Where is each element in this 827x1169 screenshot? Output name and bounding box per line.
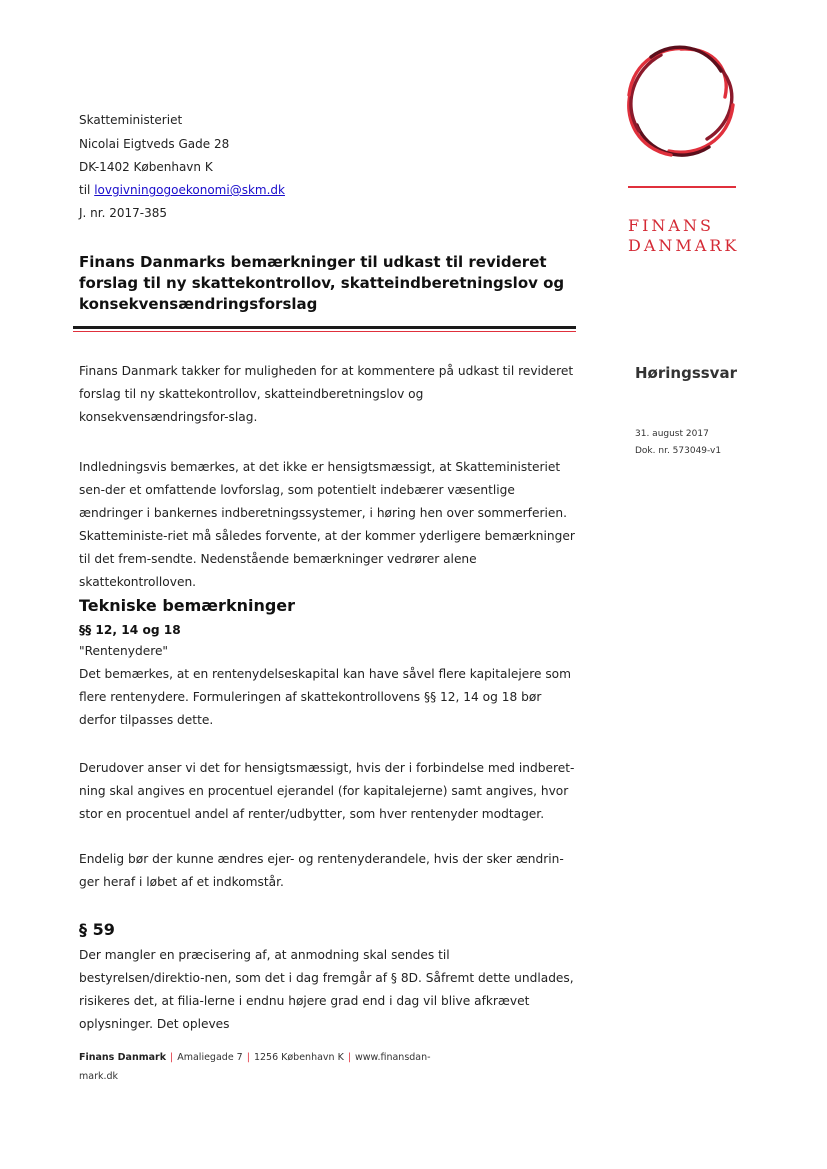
footer-city: 1256 København K — [253, 1052, 344, 1063]
technical-paragraph-3: Endelig bør der kunne ændres ejer- og rentenyderandele, hvis der sker ændrin-ger heraf i løbet af et indkomstår. — [79, 852, 564, 889]
footer-separator: | — [347, 1052, 352, 1063]
page-footer — [79, 1048, 459, 1086]
title-divider-accent — [73, 331, 576, 332]
brand-name-line2: DANMARK — [628, 236, 740, 255]
finans-danmark-logo-icon — [622, 40, 740, 162]
recipient-name: Skatteministeriet — [79, 113, 183, 127]
subsection-heading-12-14-18: §§ 12, 14 og 18 — [79, 623, 181, 637]
email-prefix: til — [79, 183, 95, 197]
footer-street: Amaliegade 7 — [177, 1052, 243, 1063]
journal-number: J. nr. 2017-385 — [79, 206, 168, 220]
recipient-email-line — [79, 183, 285, 198]
brand-divider — [628, 186, 736, 188]
term-quote: "Rentenydere" — [79, 644, 169, 658]
document-type: Høringssvar — [635, 364, 737, 382]
footer-website: www.finansdan-mark.dk — [79, 1052, 431, 1082]
email-link[interactable]: lovgivningogoekonomi@skm.dk — [94, 183, 285, 197]
footer-separator: | — [170, 1052, 174, 1063]
section-heading-technical: Tekniske bemærkninger — [79, 596, 296, 615]
technical-paragraph-1: Det bemærkes, at en rentenydelseskapital kan have såvel flere kapitalejere som flere rentenydere. Formuleringen af skattekontrollovens §§ 12, 14 og 18 bør derfor tilpasses dette. — [79, 667, 572, 727]
footer-org: Finans Danmark — [79, 1052, 167, 1063]
recipient-city: DK-1402 København K — [79, 160, 213, 174]
intro-paragraph-2: Indledningsvis bemærkes, at det ikke er hensigtsmæssigt, at Skatteministeriet sen-der et omfattende lovforslag, som potentielt indebærer væsentlige ændringer i bankernes indberetningssystemer, i høring hen over sommerferien. Skatteministe-riet må således forvente, at der kommer yderligere bemærkninger til det frem-sendte. Nedenstående bemærkninger vedrører alene skattekontrolloven. — [79, 460, 575, 589]
intro-paragraph-1: Finans Danmark takker for muligheden for at kommentere på udkast til revideret forslag til ny skattekontrollov, skatteindberetningslov og konsekvensændringsfor-slag. — [79, 364, 574, 424]
title-divider — [73, 326, 576, 329]
footer-separator: | — [246, 1052, 250, 1063]
brand-name-line1: FINANS — [628, 216, 714, 235]
document-date: 31. august 2017 — [635, 429, 709, 439]
technical-paragraph-2: Derudover anser vi det for hensigtsmæssigt, hvis der i forbindelse med indberet-ning skal angives en procentuel ejerandel (for kapitalejerne) samt angives, hvor stor en procentuel andel af renter/udbytter, som hver rentenyder modtager. — [79, 761, 575, 821]
recipient-street: Nicolai Eigtveds Gade 28 — [79, 137, 230, 151]
section-heading-59: § 59 — [79, 920, 115, 939]
document-title: Finans Danmarks bemærkninger til udkast til revideret forslag til ny skattekontrollov, skatteindberetningslov og konsekvensændringsforslag — [79, 253, 565, 313]
document-number: Dok. nr. 573049-v1 — [635, 446, 722, 456]
section-59-paragraph: Der mangler en præcisering af, at anmodning skal sendes til bestyrelsen/direktio-nen, som det i dag fremgår af § 8D. Såfremt dette undlades, risikeres det, at filia-lerne i endnu højere grad end i dag vil blive afkrævet oplysninger. Det opleves — [79, 948, 574, 1031]
